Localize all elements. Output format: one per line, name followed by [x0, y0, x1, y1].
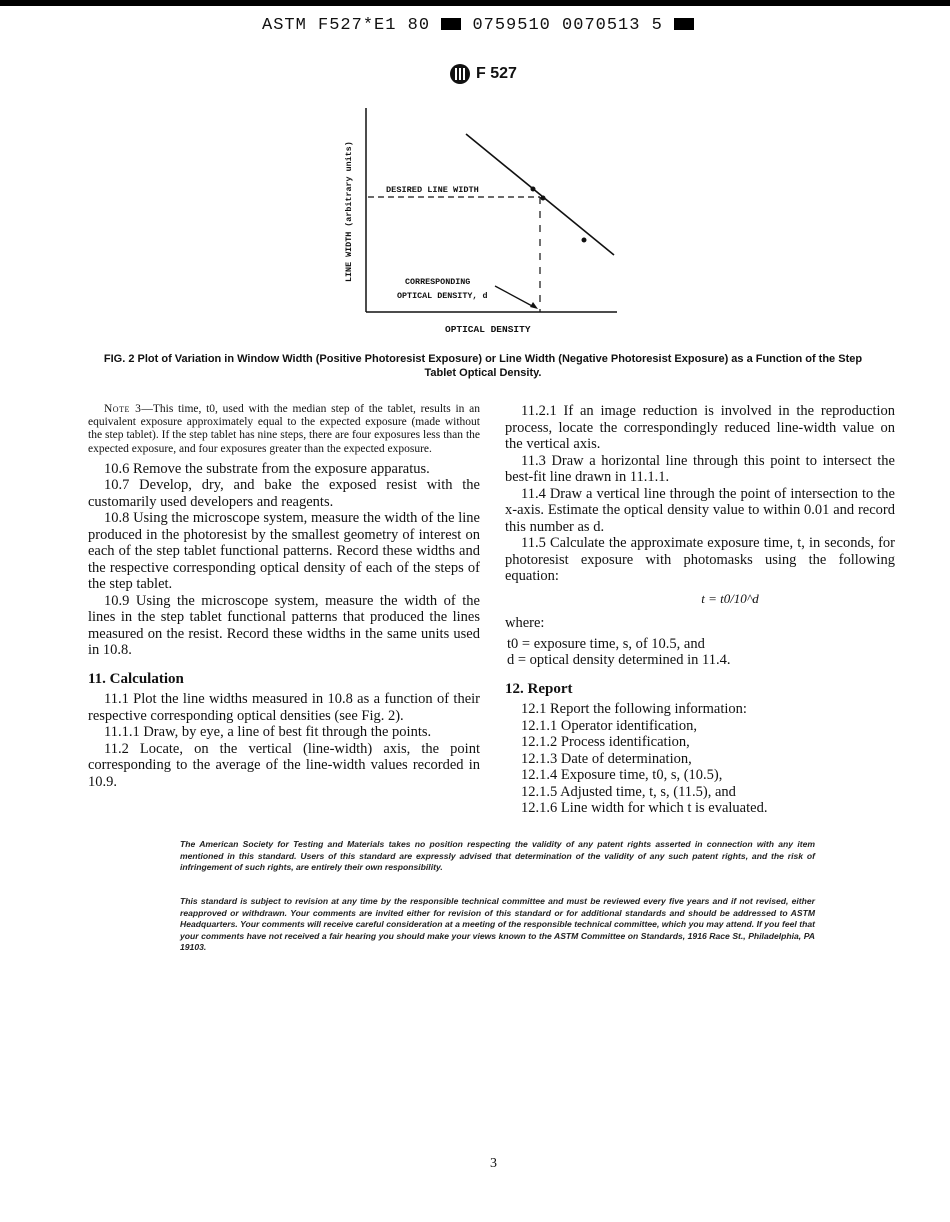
definition-t0: t0 = exposure time, s, of 10.5, and [507, 635, 705, 652]
para-11-2: 11.2 Locate, on the vertical (line-width) axis, the point corresponding to the average of the line-width values recorded in 10.9. [88, 740, 480, 790]
right-column [505, 403, 895, 817]
black-block-icon [674, 18, 694, 30]
para-12-1-3: 12.1.3 Date of determination, [521, 750, 692, 767]
patent-disclaimer: The American Society for Testing and Materials takes no position respecting the validity of any patent rights asserted in connection with any item mentioned in this standard. Users of this standard are expressly advised that determination of the validity of any such patent rights, and the risk of infringement of such rights, are entirely their own responsibility. [180, 839, 815, 873]
desired-line-width-label: DESIRED LINE WIDTH [386, 185, 479, 195]
para-12-1: 12.1 Report the following information: [521, 701, 747, 717]
para-11-1-1: 11.1.1 Draw, by eye, a line of best fit through the points. [104, 724, 432, 741]
para-10-7: 10.7 Develop, dry, and bake the exposed resist with the customarily used developers and reagents. [88, 477, 480, 510]
para-12-1-2: 12.1.2 Process identification, [521, 734, 690, 750]
optical-density-d-label: OPTICAL DENSITY, d [397, 291, 488, 301]
para-11-4: 11.4 Draw a vertical line through the point of intersection to the x-axis. Estimate the optical density value to within 0.01 and record this number as d. [505, 485, 895, 535]
para-12-1-4: 12.1.4 Exposure time, t0, s, (10.5), [521, 767, 723, 783]
para-11-3: 11.3 Draw a horizontal line through this point to intersect the best-fit line drawn in 11.1.1. [505, 452, 895, 485]
astm-logo-row [449, 63, 517, 85]
document-code-mid: 0759510 0070513 5 [472, 16, 663, 35]
best-fit-line [466, 134, 614, 255]
para-11-2-1: 11.2.1 If an image reduction is involved in the reproduction process, locate the correspondingly reduced line-width value on the vertical axis. [505, 403, 895, 452]
where-label: where: [505, 615, 545, 631]
section-12-heading: 12. Report [505, 680, 573, 697]
para-11-5: 11.5 Calculate the approximate exposure time, t, in seconds, for photoresist exposure with photomasks using the following equation: [505, 535, 895, 584]
data-point [582, 238, 587, 243]
section-11-heading: 11. Calculation [88, 670, 184, 687]
document-code-header [262, 16, 694, 35]
black-block-icon [441, 18, 461, 30]
left-column [88, 403, 480, 790]
revision-notice: This standard is subject to revision at any time by the responsible technical committee and must be reviewed every five years and if not revised, either reapproved or withdrawn. Your comments are invited either for revision of this standard or for additional standards and should be addressed to ASTM Headquarters. Your comments will receive careful consideration at a meeting of the responsible technical committee, which you may attend. If you feel that your comments have not received a fair hearing you should make your views known to the ASTM Committee on Standards, 1916 Race St., Philadelphia, PA 19103. [180, 896, 815, 953]
leader-arrow [495, 286, 534, 307]
para-12-1-5: 12.1.5 Adjusted time, t, s, (11.5), and [521, 783, 736, 800]
figure-2-plot [335, 100, 635, 345]
page-number: 3 [490, 1156, 497, 1171]
note-3 [88, 403, 480, 456]
figure-caption: FIG. 2 Plot of Variation in Window Width (Positive Photoresist Exposure) or Line Width (Negative Photoresist Exposure) as a Function of the Step Tablet Optical Density. [103, 353, 863, 379]
para-12-1-6: 12.1.6 Line width for which t is evaluated. [521, 800, 768, 816]
data-point [531, 187, 536, 192]
corresponding-label: CORRESPONDING [405, 277, 471, 287]
exposure-equation: t = t0/10^d [701, 590, 759, 606]
standard-designation: F 527 [476, 65, 517, 82]
definition-d: d = optical density determined in 11.4. [507, 652, 731, 668]
para-10-6: 10.6 Remove the substrate from the exposure apparatus. [104, 460, 430, 477]
note-text: —This time, t0, used with the median step of the tablet, results in an equivalent exposure approximately equal to the expected exposure (made without the step tablet). If the step tablet has nine steps, there are four exposures less than the expected exposure, and four exposures greater than the expected exposure. [88, 403, 480, 455]
y-axis-label: LINE WIDTH (arbitrary units) [344, 141, 354, 282]
para-12-1-1: 12.1.1 Operator identification, [521, 717, 697, 734]
top-rule [0, 0, 950, 6]
x-axis-label: OPTICAL DENSITY [445, 324, 531, 335]
para-10-8: 10.8 Using the microscope system, measure the width of the line produced in the photoresist by the smallest geometry of interest on each of the step tablet functional patterns. Record these widths and the respective corresponding optical density of each of the steps of the step tablet. [88, 510, 480, 593]
para-11-1: 11.1 Plot the line widths measured in 10.8 as a function of their respective corresponding optical densities (see Fig. 2). [88, 691, 480, 724]
para-10-9: 10.9 Using the microscope system, measure the width of the lines in the step tablet functional patterns that produced the lines measured on the resist. Record these widths in the same units used in 10.8. [88, 592, 480, 659]
arrow-head-icon [530, 302, 538, 309]
document-code-left: ASTM F527*E1 80 [262, 16, 431, 35]
note-label: Note 3 [104, 403, 142, 415]
data-point [541, 196, 546, 201]
astm-logo-icon [449, 63, 471, 85]
